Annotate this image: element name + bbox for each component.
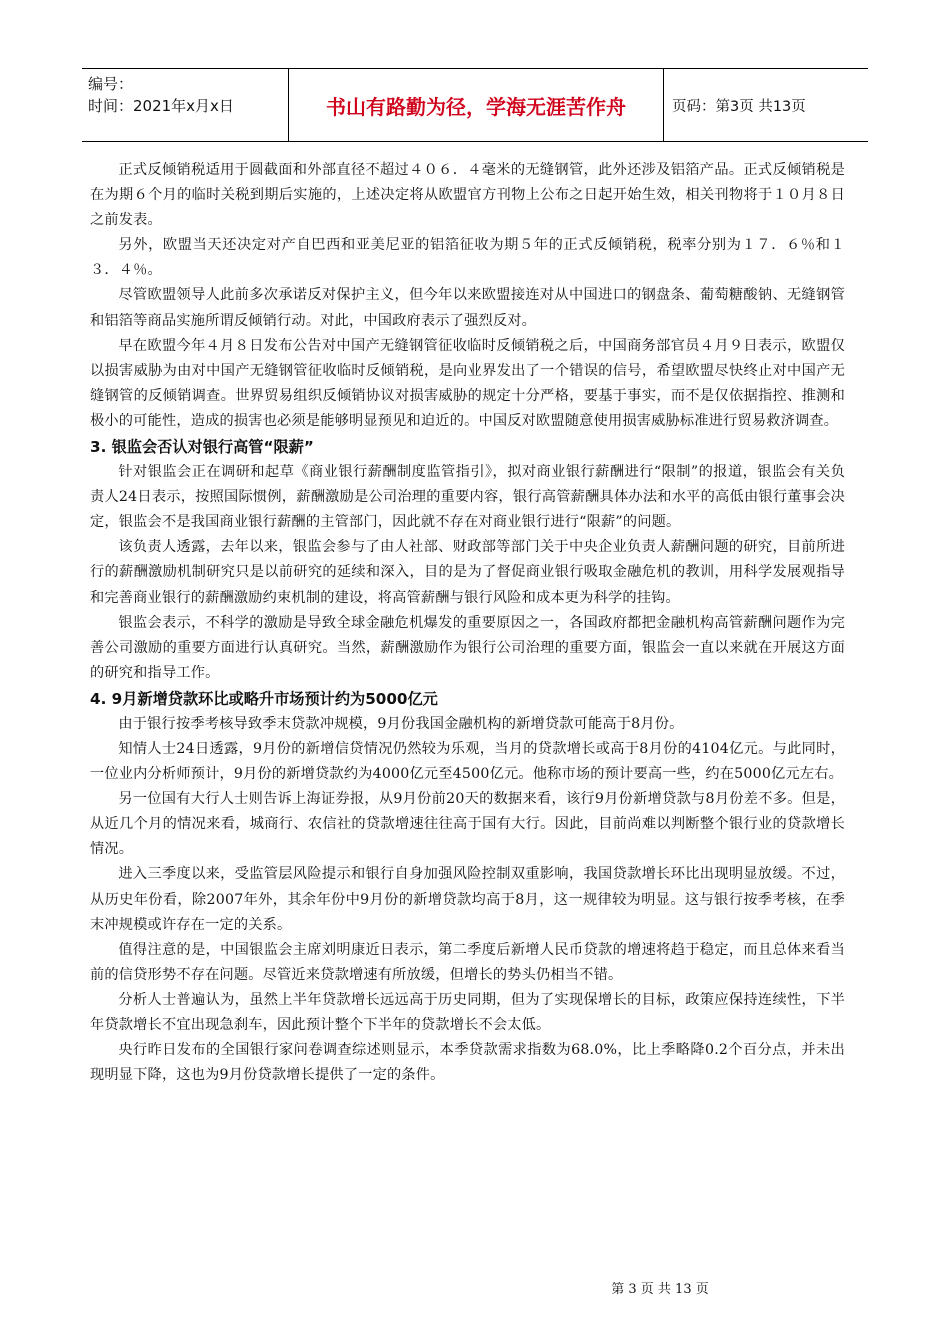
header-motto: 书山有路勤为径，学海无涯苦作舟 [289,69,664,141]
body-paragraph: 正式反倾销税适用于圆截面和外部直径不超过４０６．４毫米的无缝钢管，此外还涉及铝箔产品。正式反倾销税是在为期６个月的临时关税到期后实施的，上述决定将从欧盟官方刊物上公布之日起开始生效，相关刊物将于１０月８日之前发表。 [90,162,845,229]
document-header [82,68,868,142]
number-label: 编号： [88,75,134,93]
body-paragraph: 值得注意的是，中国银监会主席刘明康近日表示，第二季度后新增人民币贷款的增速将趋于稳定，而且总体来看当前的信贷形势不存在问题。尽管近来贷款增速有所放缓，但增长的势头仍相当不错。 [90,941,845,983]
footer-page-number: 第 3 页 共 13 页 [611,1282,709,1297]
body-paragraph: 进入三季度以来，受监管层风险提示和银行自身加强风险控制双重影响，我国贷款增长环比出现明显放缓。不过，从历史年份看，除2007年外，其余年份中9月份的新增贷款均高于8月，这一规律较为明显。这与银行按季考核，在季末冲规模或许存在一定的关系。 [90,866,845,933]
body-paragraph: 另外，欧盟当天还决定对产自巴西和亚美尼亚的铝箔征收为期５年的正式反倾销税，税率分别为１７．６％和１３．４％。 [90,237,845,279]
body-paragraph: 分析人士普遍认为，虽然上半年贷款增长远远高于历史同期，但为了实现保增长的目标，政策应保持连续性，下半年贷款增长不宜出现急刹车，因此预计整个下半年的贷款增长不会太低。 [90,991,845,1033]
header-page-info: 页码：第3页 共13页 [672,98,806,115]
section-heading: 4. 9月新增贷款环比或略升市场预计约为5000亿元 [90,689,438,708]
header-meta [82,69,289,141]
body-paragraph: 知情人士24日透露，9月份的新增信贷情况仍然较为乐观，当月的贷款增长或高于8月份的4104亿元。与此同时，一位业内分析师预计，9月份的新增贷款约为4000亿元至4500亿元。他称市场的预计要高一些，约在5000亿元左右。 [90,740,845,783]
body-paragraph: 该负责人透露，去年以来，银监会参与了由人社部、财政部等部门关于中央企业负责人薪酬问题的研究，目前所进行的薪酬激励机制研究只是以前研究的延续和深入，目的是为了督促商业银行吸取金融危机的教训，用科学发展观指导和完善商业银行的薪酬激励约束机制的建设，将高管薪酬与银行风险和成本更为科学的挂钩。 [90,539,845,606]
body-paragraph: 银监会表示，不科学的激励是导致全球金融危机爆发的重要原因之一，各国政府都把金融机构高管薪酬问题作为完善公司激励的重要方面进行认真研究。当然，薪酬激励作为银行公司治理的重要方面，银监会一直以来就在开展这方面的研究和指导工作。 [90,614,845,681]
body-paragraph: 早在欧盟今年４月８日发布公告对中国产无缝钢管征收临时反倾销税之后，中国商务部官员４月９日表示，欧盟仅以损害威胁为由对中国产无缝钢管征收临时反倾销税，是向业界发出了一个错误的信号，希望欧盟尽快终止对中国产无缝钢管的反倾销调查。世界贸易组织反倾销协议对损害威胁的规定十分严格，要基于事实，而不是仅依据指控、推测和极小的可能性，造成的损害也必须是能够明显预见和迫近的。中国反对欧盟随意使用损害威胁标准进行贸易救济调查。 [90,337,845,429]
body-paragraph: 尽管欧盟领导人此前多次承诺反对保护主义，但今年以来欧盟接连对从中国进口的钢盘条、葡萄糖酸钠、无缝钢管和铝箔等商品实施所谓反倾销行动。对此，中国政府表示了强烈反对。 [90,287,845,329]
body-paragraph: 针对银监会正在调研和起草《商业银行薪酬制度监管指引》，拟对商业银行薪酬进行“限制”的报道，银监会有关负责人24日表示，按照国际惯例，薪酬激励是公司治理的重要内容，银行高管薪酬具体办法和水平的高低由银行董事会决定，银监会不是我国商业银行薪酬的主管部门，因此就不存在对商业银行进行“限薪”的问题。 [90,464,845,531]
body-paragraph: 由于银行按季考核导致季末贷款冲规模，9月份我国金融机构的新增贷款可能高于8月份。 [118,715,684,732]
body-paragraph: 另一位国有大行人士则告诉上海证券报，从9月份前20天的数据来看，该行9月份新增贷款与8月份差不多。但是，从近几个月的情况来看，城商行、农信社的贷款增速往往高于国有大行。因此，目前尚难以判断整个银行业的贷款增长情况。 [90,791,845,858]
document-body [90,158,845,1088]
time-label: 时间：2021年x月x日 [88,97,234,115]
page-footer [0,1278,950,1297]
body-paragraph: 央行昨日发布的全国银行家问卷调查综述则显示，本季贷款需求指数为68.0%，比上季略降0.2个百分点，并未出现明显下降，这也为9月份贷款增长提供了一定的条件。 [90,1042,845,1084]
section-heading: 3. 银监会否认对银行高管“限薪” [90,438,314,457]
